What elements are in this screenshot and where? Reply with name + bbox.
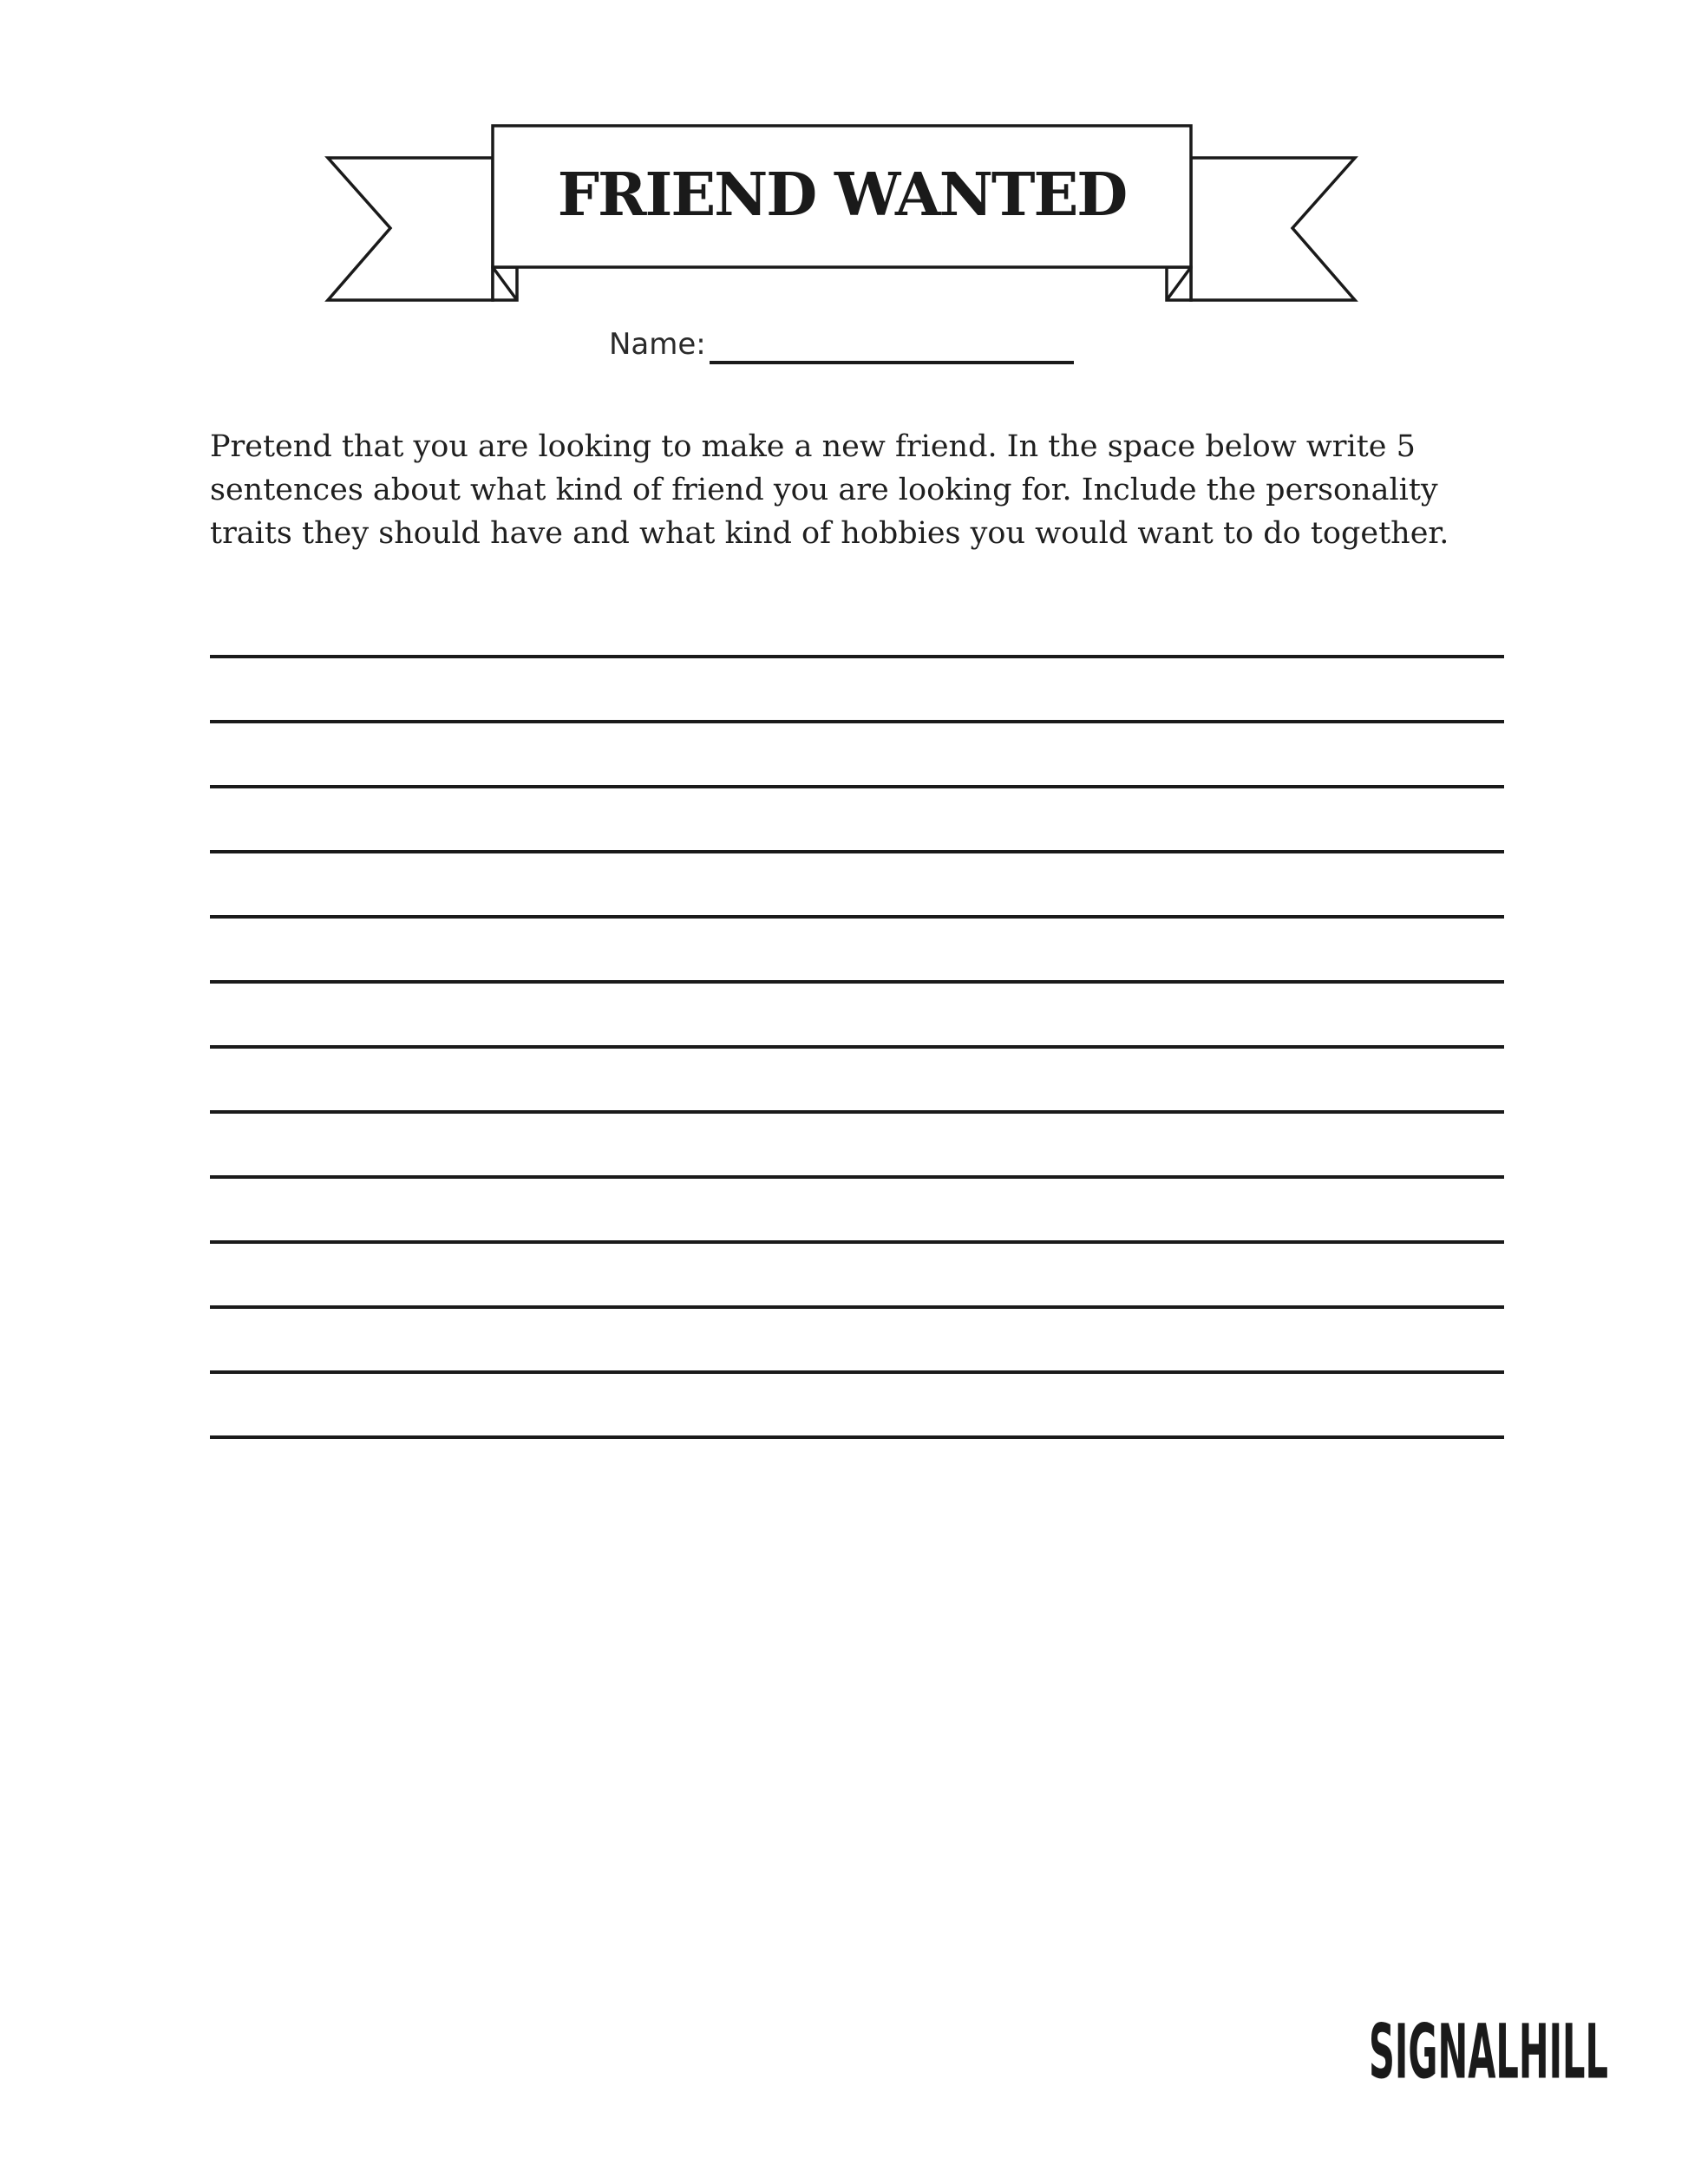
- writing-line[interactable]: [210, 980, 1504, 984]
- writing-line[interactable]: [210, 720, 1504, 723]
- name-input-line[interactable]: [710, 361, 1074, 364]
- instructions-text: Pretend that you are looking to make a new friend. In the space below write 5 sentences about what kind of friend you are looking for. Include the personality traits they should have and what kind of hobbies you would want to do together.: [210, 429, 1449, 551]
- name-label: Name:: [609, 327, 706, 362]
- writing-line[interactable]: [210, 1175, 1504, 1179]
- writing-line[interactable]: [210, 1435, 1504, 1439]
- writing-lines: [210, 655, 1504, 1501]
- worksheet-title: FRIEND WANTED: [557, 160, 1127, 230]
- writing-line[interactable]: [210, 850, 1504, 853]
- name-field-row: [609, 312, 1074, 364]
- writing-line[interactable]: [210, 1305, 1504, 1309]
- writing-line[interactable]: [210, 1370, 1504, 1374]
- signalhill-logo: [1369, 1986, 1612, 2090]
- writing-line[interactable]: [210, 1240, 1504, 1244]
- writing-line[interactable]: [210, 655, 1504, 658]
- writing-line[interactable]: [210, 785, 1504, 788]
- svg-text:SIGNALHILL: SIGNALHILL: [1369, 2007, 1608, 2090]
- writing-line[interactable]: [210, 915, 1504, 919]
- writing-line[interactable]: [210, 1110, 1504, 1114]
- writing-line[interactable]: [210, 1045, 1504, 1049]
